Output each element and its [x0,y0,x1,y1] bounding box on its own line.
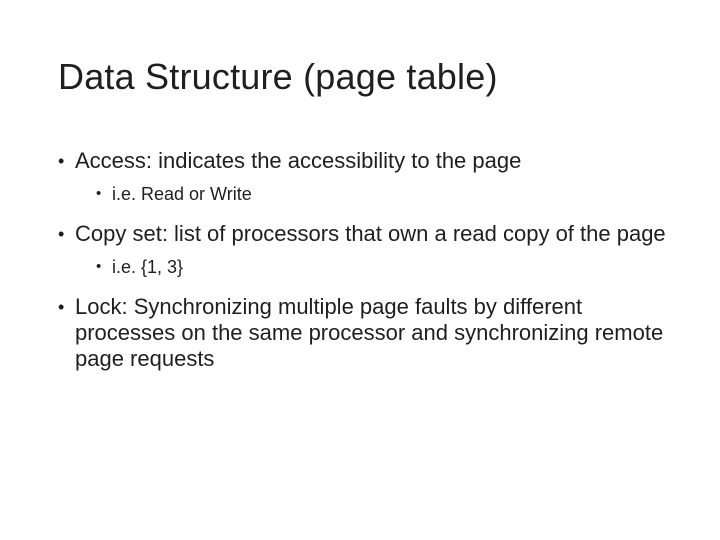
bullet-access [58,148,668,174]
bullet-icon: • [96,258,102,275]
bullet-icon: • [58,297,65,317]
bullet-copy-set [58,221,668,247]
bullet-lock-text: Lock: Synchronizing multiple page faults by different processes on the same processor and synchronizing remote page requests [75,294,664,371]
bullet-lock [58,294,668,372]
sub-bullet-copy-set-text: i.e. {1, 3} [112,257,184,277]
slide-title: Data Structure (page table) [58,56,498,97]
bullet-copy-set-text: Copy set: list of processors that own a read copy of the page [75,221,666,246]
bullet-access-text: Access: indicates the accessibility to the page [75,148,522,173]
sub-bullet-copy-set [96,256,668,278]
bullet-icon: • [58,151,65,171]
bullet-icon: • [58,224,65,244]
sub-bullet-access-text: i.e. Read or Write [112,184,252,204]
bullet-icon: • [96,185,102,202]
bullet-list [58,148,668,372]
sub-bullet-access [96,183,668,205]
